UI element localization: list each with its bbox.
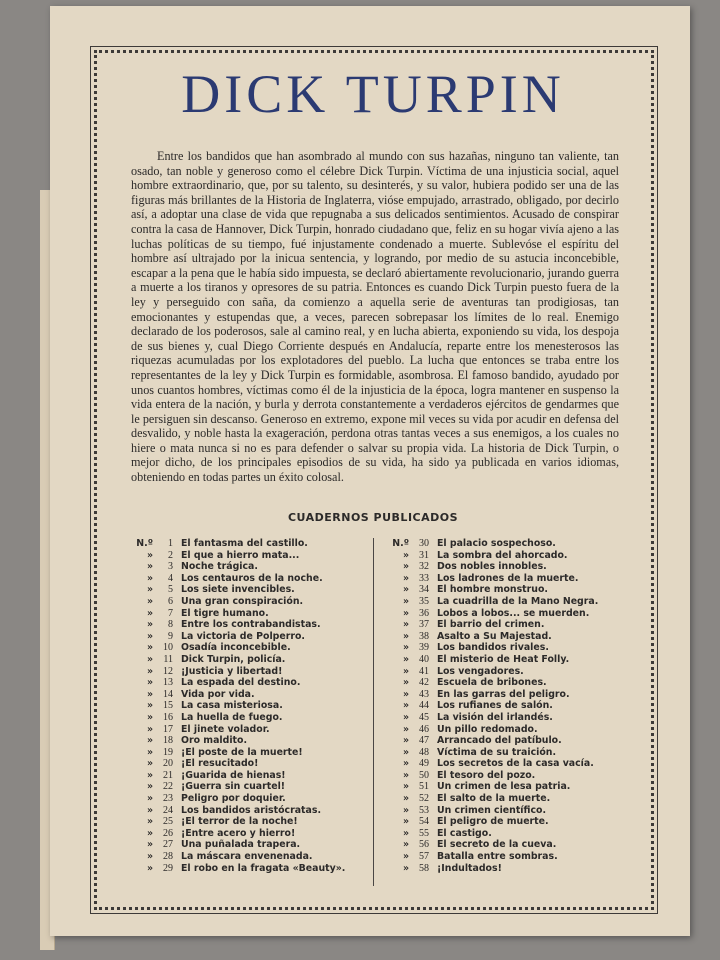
issue-title: El tigre humano. [181,607,269,619]
issue-number: 5 [168,584,173,596]
issue-title: Los rufianes de salón. [437,700,553,712]
issue-title: ¡Guarida de hienas! [181,769,286,781]
catalog-page [50,6,690,936]
issue-list-item [383,677,633,689]
issue-title: Batalla entre sombras. [437,851,558,863]
issue-list-item [383,770,633,782]
issue-list-item [127,758,377,770]
ditto-mark: » [402,746,409,758]
ditto-mark: » [402,688,409,700]
issue-number: 32 [419,561,429,573]
issue-number: 34 [419,584,429,596]
issue-number: 48 [419,746,429,758]
issue-title: Dos nobles innobles. [437,561,547,573]
issue-number: 47 [419,735,429,747]
issue-title: Los bandidos aristócratas. [181,804,322,816]
issue-list-item [127,863,377,875]
issue-title: Los bandidos rivales. [437,642,549,654]
issue-list-item [383,839,633,851]
ditto-mark: » [146,630,153,642]
issue-list-item [127,677,377,689]
issue-list-item [383,631,633,643]
issue-title: Los vengadores. [437,665,524,677]
issue-title: Lobos a lobos... se muerden. [437,607,590,619]
issue-number: 18 [163,735,173,747]
ditto-mark: » [146,584,153,596]
issue-list-item [127,839,377,851]
ditto-mark: » [146,735,153,747]
issue-number: 28 [163,851,173,863]
issue-number: 29 [163,862,173,874]
issue-title: La visión del irlandés. [437,711,553,723]
issue-number: 39 [419,642,429,654]
issue-list-item [383,863,633,875]
dotted-border-frame [94,50,654,910]
issue-number: 22 [163,781,173,793]
issue-list-item [127,712,377,724]
issue-list-item [127,781,377,793]
issue-number: 36 [419,607,429,619]
issue-title: Un crimen científico. [437,804,547,816]
issue-list-item [127,793,377,805]
issue-title: La cuadrilla de la Mano Negra. [437,595,599,607]
ditto-mark: » [402,723,409,735]
ditto-mark: » [146,723,153,735]
ditto-mark: » [146,827,153,839]
issue-list-item [383,689,633,701]
issue-number: 14 [163,688,173,700]
issue-number: 55 [419,827,429,839]
ditto-mark: » [146,758,153,770]
issue-title: Entre los contrabandistas. [181,619,321,631]
issue-list-item [383,619,633,631]
issue-number: 9 [168,630,173,642]
ditto-mark: » [402,630,409,642]
issue-list-item [127,666,377,678]
ditto-mark: » [402,653,409,665]
issue-list-item [127,550,377,562]
issue-title: ¡Justicia y libertad! [181,665,283,677]
ditto-mark: » [146,677,153,689]
issue-number: 26 [163,827,173,839]
ditto-mark: » [146,549,153,561]
issue-title: ¡El terror de la noche! [181,816,298,828]
ditto-mark: » [402,735,409,747]
ditto-mark: » [402,700,409,712]
ditto-mark: » [146,561,153,573]
issue-number: 56 [419,839,429,851]
issue-title: El jinete volador. [181,723,270,735]
issue-list-item [383,573,633,585]
issue-number: 46 [419,723,429,735]
issue-number: 23 [163,793,173,805]
ditto-mark: » [402,607,409,619]
issue-number: 40 [419,653,429,665]
issue-list-item [383,828,633,840]
issue-list-item [127,700,377,712]
issue-title: En las garras del peligro. [437,688,570,700]
issue-number: 16 [163,711,173,723]
issue-title: El palacio sospechoso. [437,538,556,549]
issue-number: 30 [419,538,429,549]
ditto-mark: » [146,700,153,712]
issue-number: 25 [163,816,173,828]
issue-title: ¡Guerra sin cuartel! [181,781,286,793]
issue-title: Oro maldito. [181,735,248,747]
issue-list-item [383,735,633,747]
issue-title: Noche trágica. [181,561,258,573]
issue-title: El hombre monstruo. [437,584,548,596]
column-divider [373,538,374,886]
issue-number: 52 [419,793,429,805]
issue-title: La sombra del ahorcado. [437,549,568,561]
issue-number: 45 [419,711,429,723]
issue-list-item [127,596,377,608]
issue-title: La huella de fuego. [181,711,283,723]
issue-number: 42 [419,677,429,689]
issue-title: Peligro por doquier. [181,793,286,805]
issue-title: Los ladrones de la muerte. [437,572,579,584]
number-prefix: N.º [136,538,153,549]
issue-title: Vida por vida. [181,688,255,700]
ditto-mark: » [402,677,409,689]
issue-number: 33 [419,572,429,584]
issue-number: 19 [163,746,173,758]
issue-title: El misterio de Heat Folly. [437,653,570,665]
issue-list-item [127,770,377,782]
issue-list-item [127,654,377,666]
issue-number: 8 [168,619,173,631]
issue-title: La espada del destino. [181,677,301,689]
issue-title: Los siete invencibles. [181,584,295,596]
intro-paragraph: Entre los bandidos que han asombrado al mundo con sus hazañas, ninguno tan valiente, tan osado, tan noble y generoso como el célebre Dick Turpin. Víctima de una injusticia social, aquel hombre extraordinario, que, por su talento, su desinterés, y su valor, hubiera podido ser una de las figuras más brillantes de la Historia de Inglaterra, vióse empujado, arrastrado, obligado, por decirlo así, a adoptar una clase de vida que repugnaba a sus delicados sentimientos. Acusado de conspirar contra la casa de Hannover, Dick Turpin, honrado ciudadano que, feliz en su hogar vivía ajeno a las luchas políticas de su tiempo, fué injustamente condenado a muerte. Sublevóse el espíritu del hombre así ultrajado por la inicua sentencia, y logrando, por medio de su astucia inconcebible, escapar a la pena que le había sido impuesta, se declaró abiertamente revolucionario, jurando guerra a muerte a los tiranos y opresores de su patria. Entonces es cuando Dick Turpin puesto fuera de la ley y perseguido con saña, da comienzo a aquella serie de aventuras tan prodigiosas, tan emocionantes y estupendas que, a veces, parecen sobrepasar los límites de lo real. Enemigo declarado de los poderosos, sale al camino real, y en lucha abierta, exponiendo su vida, los despoja de sus bienes y, cual Diego Corriente después en Andalucía, reparte entre los menesterosos las riquezas acumuladas por los explotadores del pueblo. La lucha que entonces se traba entre los representantes de la ley y Dick Turpin es formidable, asombrosa. El famoso bandido, ayudado por unos cuantos hombres, víctimas como él de la injusticia de la época, logra mantener en suspenso la vida entera de la nación, y burla y derrota constantemente a verdaderos ejércitos de gendarmes que le persiguen sin descanso. Generoso en extremo, expone mil veces su vida por acudir en defensa del desvalido, y noble hasta la exageración, perdona otras tantas veces a sus enemigos, a los cuales no hiere o mata nunca si no es para defender o salvar su propia vida. La historia de Dick Turpin, o mejor dicho, de los principales episodios de su vida, ha sido ya publicada en varios idiomas, obteniendo en todas partes un éxito colosal. [131,149,620,485]
issue-title: La victoria de Polperro. [181,630,305,642]
issue-list-item [383,758,633,770]
issue-column-right [383,538,633,874]
issue-list-item [383,596,633,608]
issue-list-item [127,573,377,585]
issue-list-item [127,735,377,747]
ditto-mark: » [402,642,409,654]
ditto-mark: » [146,793,153,805]
issue-list-item [127,724,377,736]
issue-number: 27 [163,839,173,851]
issue-number: 24 [163,804,173,816]
issue-number: 6 [168,595,173,607]
issue-number: 4 [168,572,173,584]
ditto-mark: » [402,862,409,874]
issue-number: 21 [163,769,173,781]
issue-list-item [127,538,377,550]
issue-column-left [127,538,377,874]
issue-list-item [383,805,633,817]
issue-list-item [383,538,633,550]
issue-list-item [383,550,633,562]
issue-list-item [383,793,633,805]
ditto-mark: » [402,665,409,677]
issue-title: El que a hierro mata... [181,549,300,561]
ditto-mark: » [402,839,409,851]
issue-number: 3 [168,561,173,573]
ditto-mark: » [402,549,409,561]
ditto-mark: » [146,619,153,631]
issue-title: El tesoro del pozo. [437,769,536,781]
issue-list-item [127,805,377,817]
ditto-mark: » [146,572,153,584]
issue-list-item [383,642,633,654]
issue-title: Una puñalada trapera. [181,839,301,851]
issue-number: 17 [163,723,173,735]
issue-title: El robo en la fragata «Beauty». [181,862,346,874]
issue-number: 10 [163,642,173,654]
number-prefix: N.º [392,538,409,549]
issue-list-item [383,666,633,678]
issue-title: ¡El poste de la muerte! [181,746,303,758]
issue-number: 37 [419,619,429,631]
issue-title: ¡Entre acero y hierro! [181,827,296,839]
issue-number: 57 [419,851,429,863]
issue-list-item [383,654,633,666]
ditto-mark: » [146,688,153,700]
issue-list-item [383,724,633,736]
issue-title: El barrio del crimen. [437,619,545,631]
page-title: DICK TURPIN [181,64,565,124]
issue-list-item [383,851,633,863]
ditto-mark: » [402,584,409,596]
ditto-mark: » [402,769,409,781]
ditto-mark: » [402,572,409,584]
issue-title: El secreto de la cueva. [437,839,557,851]
ditto-mark: » [402,816,409,828]
ditto-mark: » [402,827,409,839]
ditto-mark: » [402,561,409,573]
issue-number: 1 [168,538,173,549]
issue-list-item [383,712,633,724]
ditto-mark: » [402,619,409,631]
issue-title: Dick Turpin, policía. [181,653,286,665]
ditto-mark: » [146,665,153,677]
ditto-mark: » [146,711,153,723]
issue-number: 38 [419,630,429,642]
issue-list-item [127,851,377,863]
ditto-mark: » [146,839,153,851]
issue-list-item [383,747,633,759]
issue-number: 43 [419,688,429,700]
issue-number: 31 [419,549,429,561]
issue-number: 35 [419,595,429,607]
issue-number: 49 [419,758,429,770]
issue-number: 13 [163,677,173,689]
issue-list-item [127,828,377,840]
issue-number: 53 [419,804,429,816]
issue-list-item [127,747,377,759]
issue-number: 11 [163,653,173,665]
ditto-mark: » [146,804,153,816]
issue-number: 58 [419,862,429,874]
issue-number: 2 [168,549,173,561]
issue-title: El fantasma del castillo. [181,538,308,549]
issue-title: El castigo. [437,827,492,839]
issue-list-item [127,689,377,701]
issue-title: Osadía inconcebible. [181,642,291,654]
issue-list-item [127,631,377,643]
issue-list-item [383,781,633,793]
issue-title: El salto de la muerte. [437,793,551,805]
issue-title: ¡El resucitado! [181,758,259,770]
ditto-mark: » [402,804,409,816]
ditto-mark: » [402,851,409,863]
issue-list-item [383,700,633,712]
ditto-mark: » [402,711,409,723]
ditto-mark: » [146,595,153,607]
issue-number: 41 [419,665,429,677]
issue-title: Los secretos de la casa vacía. [437,758,594,770]
issue-title: ¡Indultados! [437,862,502,874]
issue-title: Los centauros de la noche. [181,572,323,584]
issue-title: Escuela de bribones. [437,677,547,689]
issue-title: Un crimen de lesa patria. [437,781,571,793]
ditto-mark: » [146,746,153,758]
ditto-mark: » [146,769,153,781]
issue-number: 20 [163,758,173,770]
issue-list-item [383,816,633,828]
ditto-mark: » [402,758,409,770]
issue-title: Una gran conspiración. [181,595,304,607]
section-title: CUADERNOS PUBLICADOS [287,511,459,524]
ditto-mark: » [146,816,153,828]
issue-title: Un pillo redomado. [437,723,538,735]
ditto-mark: » [402,595,409,607]
issue-number: 7 [168,607,173,619]
ditto-mark: » [402,781,409,793]
issue-list-item [383,584,633,596]
ditto-mark: » [146,851,153,863]
ditto-mark: » [146,862,153,874]
issue-number: 51 [419,781,429,793]
issue-title: Arrancado del patíbulo. [437,735,562,747]
ditto-mark: » [146,653,153,665]
issue-list-item [127,642,377,654]
issue-number: 15 [163,700,173,712]
issue-number: 44 [419,700,429,712]
issue-list [127,538,627,888]
issue-number: 50 [419,769,429,781]
issue-number: 54 [419,816,429,828]
issue-number: 12 [163,665,173,677]
ditto-mark: » [146,607,153,619]
issue-title: La casa misteriosa. [181,700,283,712]
issue-list-item [383,561,633,573]
ditto-mark: » [146,781,153,793]
issue-title: Víctima de su traición. [437,746,557,758]
issue-list-item [127,561,377,573]
ditto-mark: » [146,642,153,654]
ditto-mark: » [402,793,409,805]
issue-list-item [127,584,377,596]
issue-list-item [127,816,377,828]
issue-list-item [127,608,377,620]
issue-list-item [383,608,633,620]
issue-title: El peligro de muerte. [437,816,549,828]
issue-title: Asalto a Su Majestad. [437,630,552,642]
issue-list-item [127,619,377,631]
issue-title: La máscara envenenada. [181,851,313,863]
